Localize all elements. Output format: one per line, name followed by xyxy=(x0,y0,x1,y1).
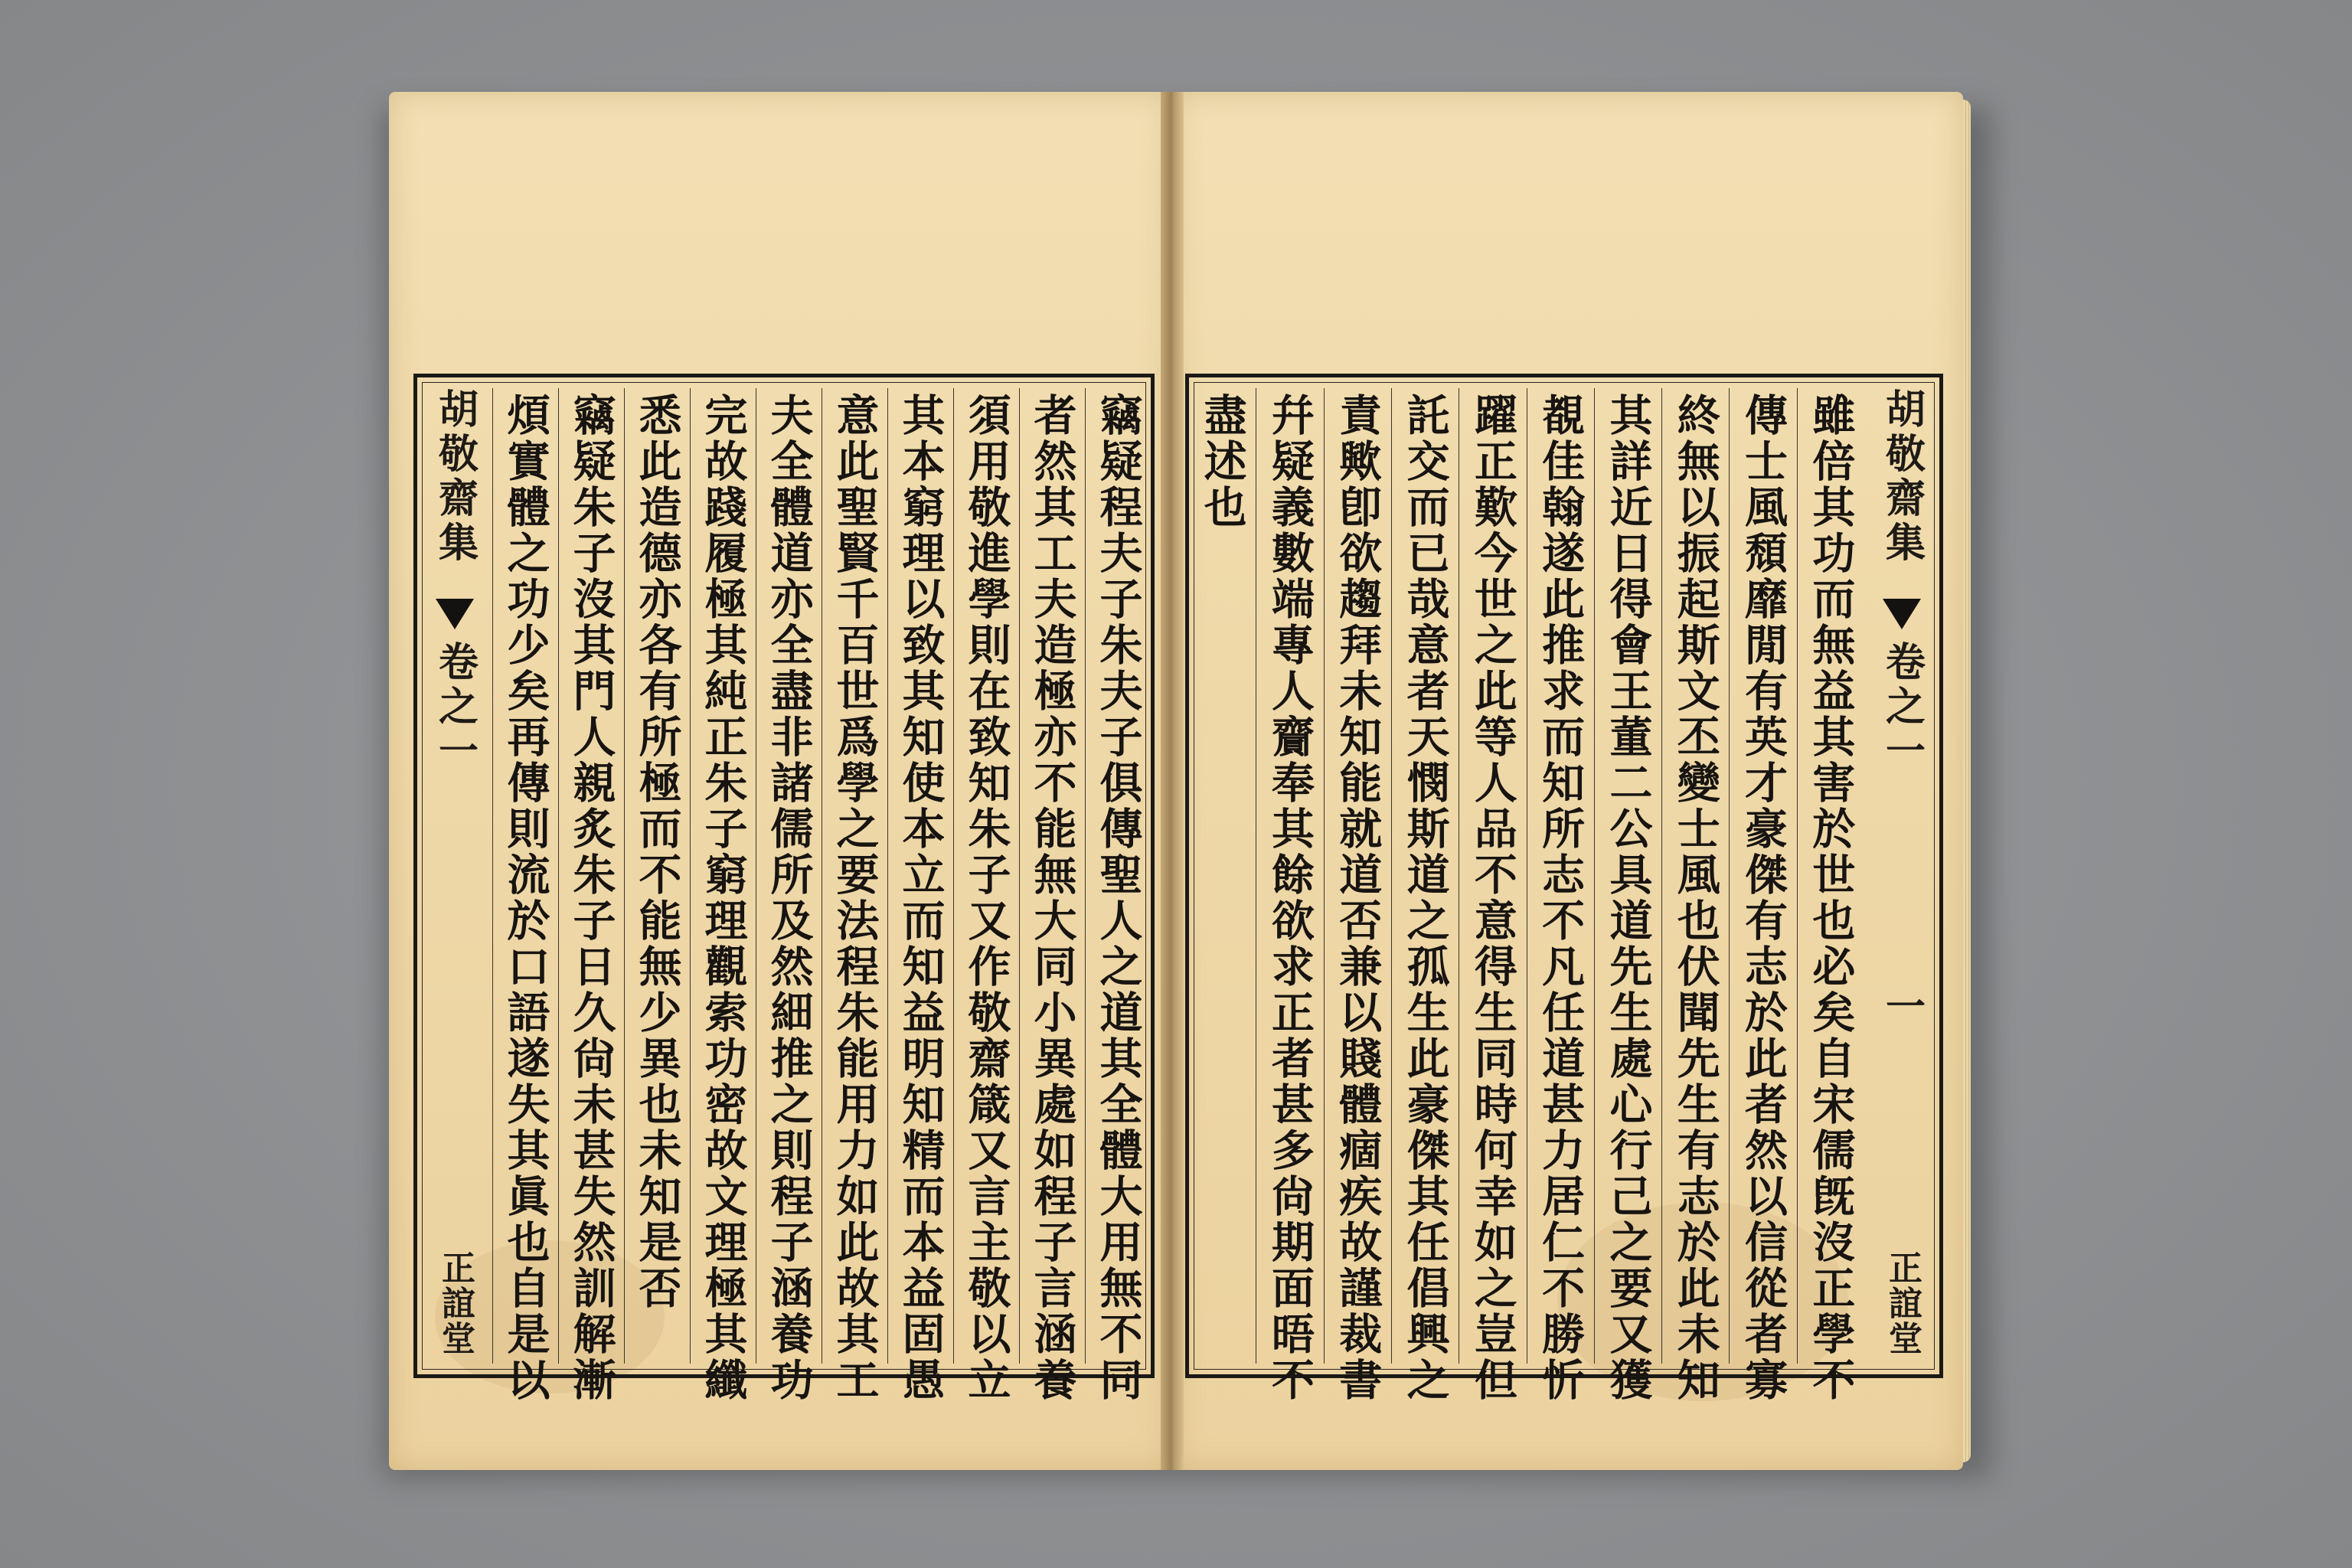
right-text-frame xyxy=(1185,374,1943,1403)
column-text: 幷疑義數端專人齎奉其餘欲求正者甚多尙期面晤不 xyxy=(1264,393,1315,1403)
column-text: 夫全體道亦全盡非諸儒所及然細推之則程子涵養功 xyxy=(763,393,815,1403)
text-column xyxy=(1527,388,1594,1403)
column-text: 躍正歎今世之此等人品不意得生同時何幸如之豈但 xyxy=(1467,393,1518,1403)
text-column xyxy=(624,388,690,1364)
volume-label: 卷之一 xyxy=(431,641,479,774)
column-text: 者然其工夫造極亦不能無大同小異處如程子言涵養 xyxy=(1027,393,1078,1403)
column-text: 傳士風頹靡閒有英才豪傑有志於此者然以信從者寡 xyxy=(1738,393,1789,1403)
margin-bottom xyxy=(1864,1250,1939,1356)
volume-label: 卷之一 xyxy=(1878,641,1926,774)
column-text: 終無以振起斯文丕變士風也伏聞先生有志於此未知 xyxy=(1670,393,1721,1403)
publisher-label: 正誼堂 xyxy=(436,1250,475,1356)
text-column xyxy=(953,388,1019,1403)
column-text: 其詳近日得會王董二公具道先生處心行己之要又獲 xyxy=(1602,393,1654,1403)
text-column xyxy=(1797,388,1864,1403)
text-column xyxy=(1256,388,1323,1403)
text-column xyxy=(492,388,558,1403)
publisher-label: 正誼堂 xyxy=(1883,1250,1922,1356)
text-column xyxy=(822,388,887,1403)
text-column xyxy=(1661,388,1729,1403)
text-column xyxy=(1391,388,1459,1403)
column-text: 完故踐履極其純正朱子窮理觀索功密故文理極其纖 xyxy=(697,393,749,1403)
column-text: 竊疑程夫子朱夫子俱傳聖人之道其全體大用無不同 xyxy=(1093,393,1144,1403)
column-text: 煩實體之功少矣再傳則流於口語遂失其眞也自是以 xyxy=(500,393,551,1403)
book-spine xyxy=(1161,92,1184,1470)
text-column xyxy=(690,388,756,1403)
column-text: 盡述也 xyxy=(1197,393,1248,531)
text-column xyxy=(1189,388,1256,1364)
column-text: 意此聖賢千百世爲學之要法程朱能用力如此故其工 xyxy=(829,393,880,1403)
book-title: 胡敬齋集 xyxy=(1878,388,1926,566)
margin-bottom xyxy=(417,1250,492,1356)
column-text: 覩佳翰遂此推求而知所志不凡任道甚力居仁不勝忻 xyxy=(1535,393,1586,1403)
text-column xyxy=(558,388,624,1403)
column-text: 責歟卽欲趨拜未知能就道否兼以賤體痼疾故謹裁書 xyxy=(1332,393,1383,1403)
leaf-number: 一 xyxy=(1878,985,1926,1030)
column-text: 竊疑朱子沒其門人親炙朱子日久尙未甚失然訓解漸 xyxy=(566,393,617,1403)
column-text: 雖倍其功而無益其害於世也必矣自宋儒旣沒正學不 xyxy=(1805,393,1857,1403)
column-text: 其本窮理以致其知使本立而知益明知精而本益固愚 xyxy=(895,393,946,1403)
center-margin-strip xyxy=(417,388,492,1364)
text-column xyxy=(1085,388,1151,1403)
text-column xyxy=(1019,388,1085,1403)
text-column xyxy=(1729,388,1796,1403)
left-columns xyxy=(417,388,1151,1403)
text-column xyxy=(756,388,822,1403)
right-columns xyxy=(1189,388,1939,1403)
text-column xyxy=(1594,388,1661,1403)
left-text-frame xyxy=(413,374,1155,1403)
text-column xyxy=(887,388,953,1403)
column-text: 須用敬進學則在致知朱子又作敬齋箴又言主敬以立 xyxy=(961,393,1012,1403)
book-title: 胡敬齋集 xyxy=(431,388,479,566)
text-column xyxy=(1324,388,1391,1403)
column-text: 託交而已哉意者天憫斯道之孤生此豪傑其任倡興之 xyxy=(1400,393,1451,1403)
center-margin-strip xyxy=(1864,388,1939,1364)
column-text: 悉此造德亦各有所極而不能無少異也未知是否 xyxy=(632,393,683,1312)
text-column xyxy=(1459,388,1526,1403)
